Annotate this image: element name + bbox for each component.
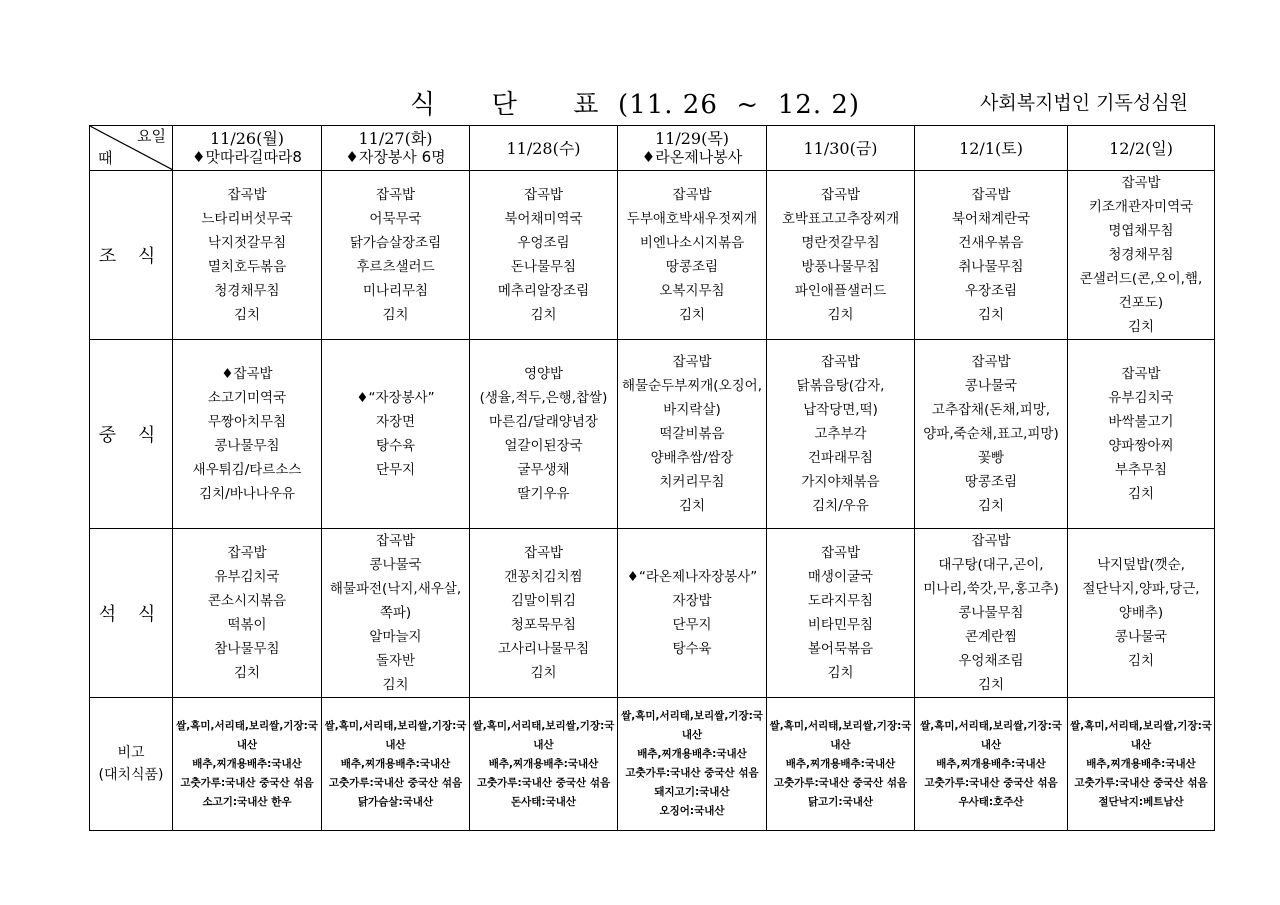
menu-item: 김치 <box>233 665 261 681</box>
origin-note-cell <box>618 698 767 831</box>
corner-meal-label: 때 <box>98 149 113 167</box>
origin-note: 고춧가루:국내산 중국산 섞음 <box>924 776 1058 789</box>
menu-item: 땅콩조림 <box>964 474 1018 490</box>
origin-note: 돼지고기:국내산 <box>654 786 730 798</box>
origin-note: 소고기:국내산 한우 <box>202 795 292 808</box>
day-title: 12/2(일) <box>1109 138 1173 158</box>
page-title: 식 단 표 (11. 26 ~ 12. 2) <box>410 90 861 120</box>
corner-day-label: 요일 <box>137 127 166 145</box>
dinner-row <box>90 529 1215 698</box>
menu-item: 참나물무침 <box>214 641 280 657</box>
menu-item: 양배추쌈/쌈장 <box>650 450 734 466</box>
menu-item: 메추리알장조림 <box>497 283 590 299</box>
menu-cell <box>173 171 322 340</box>
notes-label <box>90 698 173 831</box>
menu-cell <box>618 340 767 529</box>
origin-note-cell <box>470 698 618 831</box>
menu-cell <box>915 529 1068 698</box>
menu-item: ♦“자장봉사” <box>356 390 435 406</box>
menu-item: 잡곡밥 <box>375 533 416 549</box>
corner-cell <box>90 126 173 171</box>
menu-item: 콘샐러드(콘,오이,햄,건포도) <box>1079 271 1203 311</box>
menu-item: 단무지 <box>375 462 416 478</box>
menu-item: ♦“라온제나자장봉사” <box>626 569 758 585</box>
meal-label: 조 식 <box>90 171 173 340</box>
menu-item: 느타리버섯무국 <box>201 211 293 227</box>
organization-name: 사회복지법인 기독성심원 <box>980 92 1188 114</box>
menu-table <box>89 125 1215 831</box>
notes-label-line: (대치식품) <box>98 767 164 783</box>
menu-item: 영양밥 <box>523 366 564 382</box>
menu-item: 잡곡밥 <box>227 187 267 203</box>
menu-item: 볼어묵볶음 <box>807 641 874 657</box>
day-title: 11/26(월) <box>209 129 285 148</box>
menu-item: 고사리나물무침 <box>497 641 590 657</box>
origin-note: 닭가슴살:국내산 <box>357 795 434 808</box>
notes-label-line: 비고 <box>117 745 145 761</box>
day-title: 11/29(목) <box>654 129 730 148</box>
menu-item: 청포묵무침 <box>510 617 577 633</box>
menu-cell <box>915 340 1068 529</box>
menu-item: 해물순두부찌개(오징어,바지락살) <box>622 378 762 418</box>
menu-item: 잡곡밥 <box>227 545 267 561</box>
menu-item: 오복지무침 <box>659 283 725 299</box>
menu-item: 김치/바나나우유 <box>199 486 295 502</box>
day-header-wed <box>470 126 618 171</box>
menu-item: 청경채무침 <box>214 283 280 299</box>
menu-item: 떡볶이 <box>227 617 267 633</box>
origin-note: 배추,찌개용배추:국내산 <box>488 757 599 770</box>
origin-note: 배추,찌개용배추:국내산 <box>936 757 1046 770</box>
origin-note: 쌀,흑미,서리태,보리쌀,기장:국내산 <box>920 719 1062 751</box>
origin-note: 우사태:호주산 <box>958 795 1024 808</box>
menu-item: 비타민무침 <box>807 617 874 633</box>
menu-item: 떡갈비볶음 <box>659 426 725 442</box>
menu-item: 명란젓갈무침 <box>801 235 880 251</box>
menu-item: 우엉조림 <box>517 235 570 251</box>
origin-note: 쌀,흑미,서리태,보리쌀,기장:국내산 <box>769 719 912 751</box>
menu-item: 멸치호두볶음 <box>207 259 287 275</box>
menu-item: 매생이굴국 <box>807 569 874 585</box>
menu-item: 잡곡밥 <box>1121 366 1161 382</box>
menu-item: 무짱아치무침 <box>207 414 287 430</box>
notes-row <box>90 698 1215 831</box>
menu-item: 파인애플샐러드 <box>794 283 887 299</box>
day-note: ♦자장봉사 6명 <box>345 148 446 166</box>
day-header-fri <box>767 126 915 171</box>
menu-item: 돌자반 <box>375 653 416 669</box>
menu-item: 굴무생채 <box>517 462 570 478</box>
menu-item: 김치 <box>530 307 557 323</box>
menu-item: 잡곡밥 <box>971 187 1011 203</box>
menu-item: 명엽채무침 <box>1108 223 1174 239</box>
origin-note: 절단낙지:베트남산 <box>1098 795 1184 808</box>
menu-cell <box>1068 340 1215 529</box>
day-note: ♦맛따라길따라8 <box>192 148 302 166</box>
menu-item: 마른김/달래양념장 <box>489 414 598 430</box>
origin-note-cell <box>767 698 915 831</box>
menu-item: 땅콩조림 <box>665 259 719 275</box>
origin-note: 닭고기:국내산 <box>807 795 874 808</box>
menu-item: 김치 <box>1127 486 1155 502</box>
menu-item: 북어채계란국 <box>951 211 1031 227</box>
menu-cell <box>470 340 618 529</box>
menu-item: 가지야채볶음 <box>801 474 880 490</box>
menu-item: 단무지 <box>672 617 712 633</box>
lunch-row <box>90 340 1215 529</box>
menu-item: 잡곡밥 <box>1121 175 1161 191</box>
menu-item: 잡곡밥 <box>672 187 712 203</box>
menu-item: 방풍나물무침 <box>801 259 880 275</box>
menu-item: 김치 <box>382 677 409 693</box>
origin-note: 배추,찌개용배추:국내산 <box>637 748 747 760</box>
menu-cell <box>767 340 915 529</box>
menu-item: 바싹불고기 <box>1108 414 1174 430</box>
origin-note-cell <box>173 698 322 831</box>
day-header-sun <box>1068 126 1215 171</box>
menu-item: 김치/우유 <box>812 498 869 514</box>
header-row <box>90 126 1215 171</box>
menu-item: 도라지무침 <box>807 593 874 609</box>
menu-item: 김치 <box>977 677 1005 693</box>
origin-note: 배추,찌개용배추:국내산 <box>192 757 302 770</box>
menu-item: 잡곡밥 <box>672 354 712 370</box>
origin-note: 쌀,흑미,서리태,보리쌀,기장:국내산 <box>176 719 318 751</box>
menu-item: 알마늘지 <box>369 629 422 645</box>
menu-item: (생율,적두,은행,찹쌀) <box>479 390 608 406</box>
menu-item: 잡곡밥 <box>523 187 564 203</box>
menu-item: 콘계란찜 <box>964 629 1018 645</box>
menu-item: 김치 <box>678 307 706 323</box>
day-note: ♦라온제나봉사 <box>641 148 743 166</box>
menu-cell <box>1068 171 1215 340</box>
menu-item: 소고기미역국 <box>207 390 287 406</box>
menu-item: 김치 <box>977 307 1005 323</box>
origin-note: 고춧가루:국내산 중국산 섞음 <box>180 776 314 789</box>
menu-item: 잡곡밥 <box>375 187 416 203</box>
menu-cell <box>173 340 322 529</box>
menu-item: 김치 <box>827 307 854 323</box>
menu-item: 잡곡밥 <box>820 354 861 370</box>
menu-item: 딸기우유 <box>517 486 570 502</box>
origin-note: 쌀,흑미,서리태,보리쌀,기장:국내산 <box>324 719 467 751</box>
menu-item: 북어채미역국 <box>504 211 583 227</box>
menu-item: 부추무침 <box>1114 462 1168 478</box>
menu-item: 우엉채조림 <box>958 653 1024 669</box>
menu-item: 콩나물국 <box>369 557 422 573</box>
day-header-tue <box>322 126 470 171</box>
menu-item: 콘소시지볶음 <box>207 593 287 609</box>
menu-item: 대구탕(대구,곤이,미나리,쑥갓,무,홍고추) <box>923 557 1059 597</box>
origin-note: 고춧가루:국내산 중국산 섞음 <box>1074 776 1208 789</box>
origin-note: 고춧가루:국내산 중국산 섞음 <box>328 776 463 789</box>
menu-item: 자장밥 <box>672 593 712 609</box>
menu-item: 갠꽁치김치찜 <box>504 569 583 585</box>
origin-note: 배추,찌개용배추:국내산 <box>340 757 451 770</box>
origin-note: 쌀,흑미,서리태,보리쌀,기장:국내산 <box>1070 719 1212 751</box>
menu-item: 낙지젓갈무침 <box>207 235 287 251</box>
menu-item: 고추잡채(돈채,피망,양파,죽순채,표고,피망) <box>923 402 1059 442</box>
menu-item: 해물파전(낙지,새우살,쪽파) <box>329 581 462 621</box>
menu-cell <box>767 171 915 340</box>
day-header-thu <box>618 126 767 171</box>
origin-note: 배추,찌개용배추:국내산 <box>1086 757 1196 770</box>
origin-note-cell <box>322 698 470 831</box>
menu-item: 돈나물무침 <box>510 259 577 275</box>
menu-item: 후르츠샐러드 <box>356 259 435 275</box>
menu-item: 잡곡밥 <box>820 187 861 203</box>
menu-item: 잡곡밥 <box>523 545 564 561</box>
menu-item: 낙지덮밥(깻순,절단낙지,양파,당근,양배추) <box>1082 557 1200 621</box>
menu-item: 청경채무침 <box>1108 247 1174 263</box>
menu-item: 닭볶음탕(감자,납작당면,떡) <box>796 378 885 418</box>
menu-cell <box>173 529 322 698</box>
origin-note-cell <box>1068 698 1215 831</box>
menu-cell <box>470 171 618 340</box>
menu-item: 치커리무침 <box>659 474 725 490</box>
menu-item: 잡곡밥 <box>971 354 1011 370</box>
day-header-mon <box>173 126 322 171</box>
meal-label: 중 식 <box>90 340 173 529</box>
breakfast-row <box>90 171 1215 340</box>
origin-note: 고춧가루:국내산 중국산 섞음 <box>773 776 908 789</box>
menu-item: 양파짱아찌 <box>1108 438 1174 454</box>
menu-item: 어묵무국 <box>369 211 422 227</box>
menu-item: 탕수육 <box>375 438 416 454</box>
menu-item: 닭가슴살장조림 <box>349 235 442 251</box>
menu-cell <box>767 529 915 698</box>
menu-item: 두부애호박새우젓찌개 <box>626 211 758 227</box>
menu-item: 김치 <box>1127 653 1155 669</box>
origin-note: 오징어:국내산 <box>659 805 725 817</box>
menu-item: 건새우볶음 <box>958 235 1024 251</box>
menu-item: 키조개관자미역국 <box>1088 199 1194 215</box>
menu-item: ♦잡곡밥 <box>221 366 273 382</box>
menu-item: 얼갈이된장국 <box>504 438 583 454</box>
menu-cell <box>322 529 470 698</box>
day-title: 11/30(금) <box>803 138 878 158</box>
menu-item: 콩나물국 <box>964 378 1018 394</box>
menu-item: 김치 <box>1127 319 1155 335</box>
origin-note: 고춧가루:국내산 중국산 섞음 <box>476 776 611 789</box>
day-title: 12/1(토) <box>959 138 1023 158</box>
origin-note: 배추,찌개용배추:국내산 <box>785 757 896 770</box>
menu-item: 잡곡밥 <box>971 533 1011 549</box>
menu-item: 유부김치국 <box>1108 390 1174 406</box>
menu-item: 우장조림 <box>964 283 1018 299</box>
menu-item: 김치 <box>827 665 854 681</box>
menu-item: 콩나물국 <box>1114 629 1168 645</box>
menu-item: 콩나물무침 <box>958 605 1024 621</box>
menu-item: 잡곡밥 <box>820 545 861 561</box>
origin-note: 쌀,흑미,서리태,보리쌀,기장:국내산 <box>621 710 763 741</box>
origin-note: 고춧가루:국내산 중국산 섞음 <box>625 767 759 779</box>
meal-label: 석 식 <box>90 529 173 698</box>
menu-item: 김치 <box>233 307 261 323</box>
day-title: 11/28(수) <box>506 138 581 158</box>
menu-item: 김치 <box>977 498 1005 514</box>
menu-cell <box>1068 529 1215 698</box>
menu-item: 건파래무침 <box>807 450 874 466</box>
menu-item: 콩나물무침 <box>214 438 280 454</box>
menu-item: 고추부각 <box>814 426 867 442</box>
menu-item: 취나물무침 <box>958 259 1024 275</box>
menu-cell <box>618 171 767 340</box>
menu-cell <box>470 529 618 698</box>
day-title: 11/27(화) <box>358 129 433 148</box>
menu-cell <box>322 340 470 529</box>
origin-note: 쌀,흑미,서리태,보리쌀,기장:국내산 <box>472 719 615 751</box>
menu-item: 자장면 <box>375 414 416 430</box>
menu-item: 김치 <box>530 665 557 681</box>
menu-item: 호박표고고추장찌개 <box>781 211 900 227</box>
day-header-sat <box>915 126 1068 171</box>
menu-cell <box>618 529 767 698</box>
menu-item: 유부김치국 <box>214 569 280 585</box>
menu-item: 미나리무침 <box>362 283 429 299</box>
menu-item: 비엔나소시지볶음 <box>639 235 745 251</box>
origin-note: 돈사태:국내산 <box>510 795 577 808</box>
menu-item: 김치 <box>678 498 706 514</box>
menu-cell <box>322 171 470 340</box>
menu-item: 김치 <box>382 307 409 323</box>
menu-item: 탕수육 <box>672 641 712 657</box>
menu-cell <box>915 171 1068 340</box>
menu-item: 새우튀김/타르소스 <box>192 462 302 478</box>
menu-item: 꽃빵 <box>977 450 1005 466</box>
menu-item: 김말이튀김 <box>510 593 577 609</box>
origin-note-cell <box>915 698 1068 831</box>
